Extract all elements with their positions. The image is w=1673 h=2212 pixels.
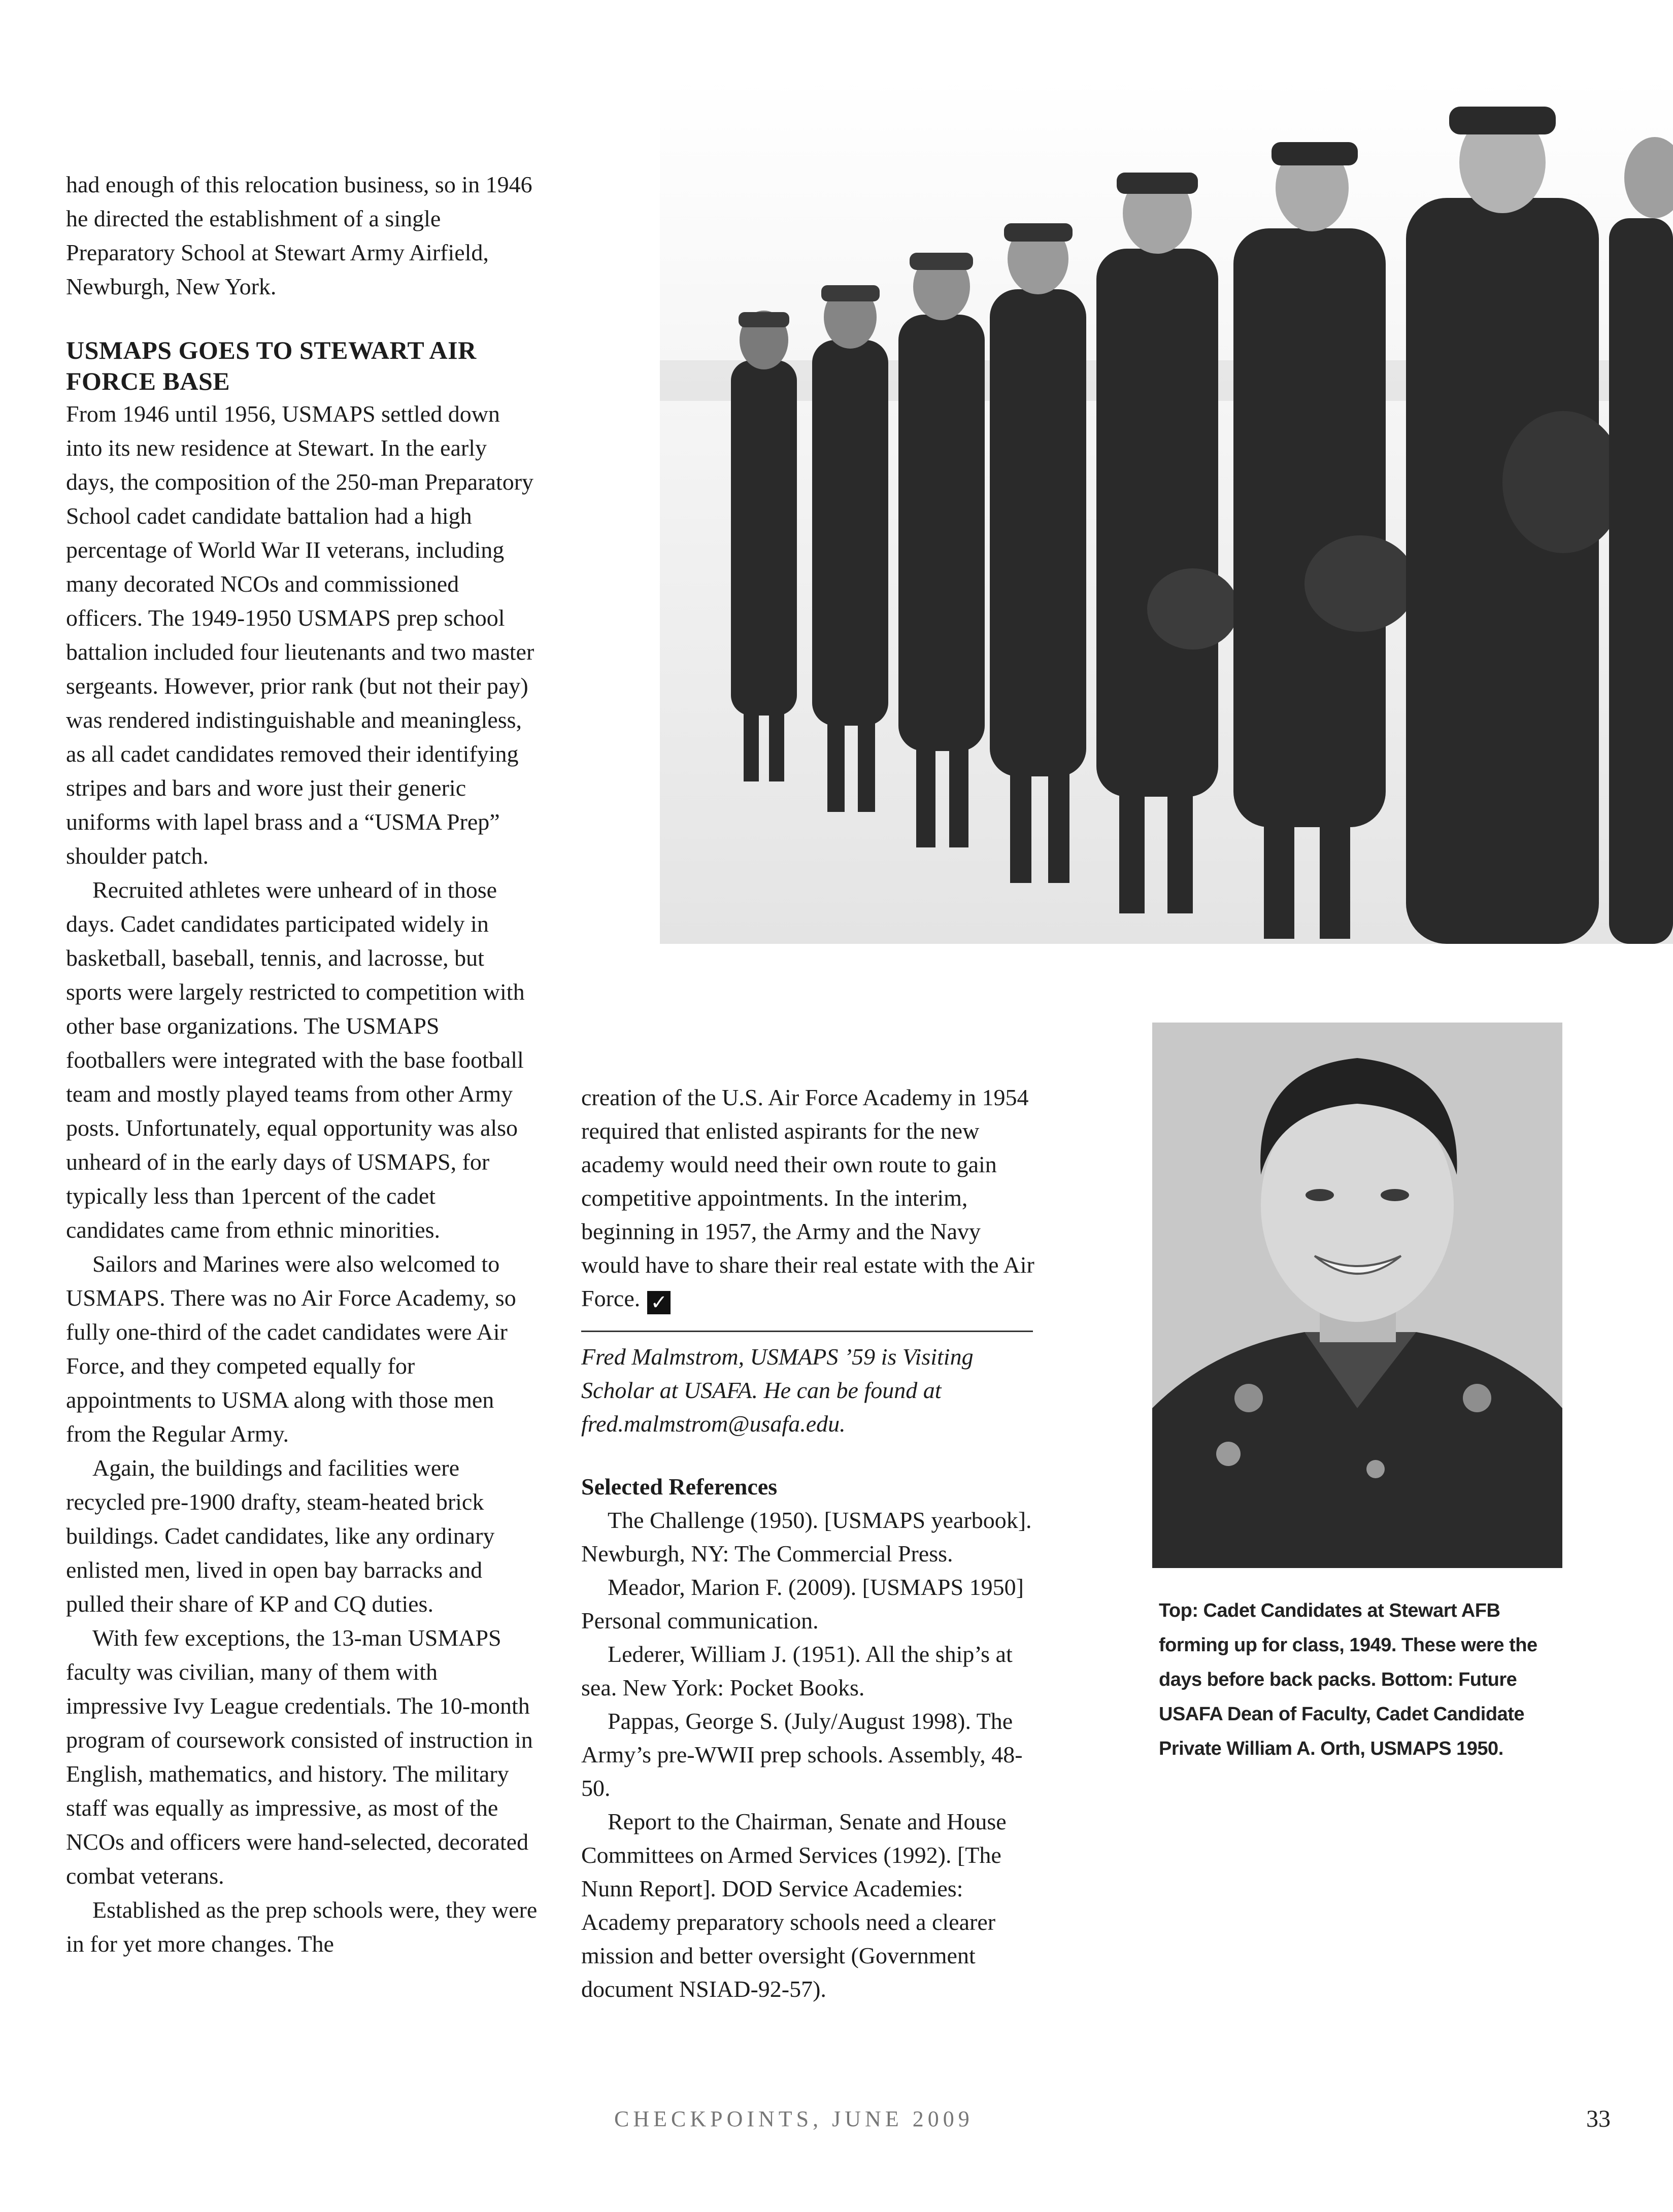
body-paragraph: Established as the prep schools were, they were in for yet more changes. The (66, 1897, 538, 1957)
intro-paragraph: had enough of this relocation business, so in 1946 he directed the establishment of a single Preparatory School at Stewart Army Airfield, Newburgh, New York. (66, 172, 532, 299)
portrait-photo (1152, 1023, 1562, 1568)
body-paragraph: Recruited athletes were unheard of in those days. Cadet candidates participated widely in basketball, baseball, tennis, and lacrosse, but sports were largely restricted to competition with other base organizations. The USMAPS footballers were integrated with the base football team and mostly played teams from other Army posts. Unfortunately, equal opportunity was also unheard of in the early days of USMAPS, for typically less than 1percent of the cadet candidates came from ethnic minorities. (66, 877, 525, 1243)
left-column (66, 167, 538, 1961)
body-paragraph: Again, the buildings and facilities were recycled pre-1900 drafty, steam-heated brick buildings. Cadet candidates, like any ordinary enlisted men, lived in open bay barracks and pulled their share of KP and CQ duties. (66, 1455, 495, 1617)
section-heading: USMAPS GOES TO STEWART AIR FORCE BASE (66, 336, 477, 395)
body-paragraph: creation of the U.S. Air Force Academy in 1954 required that enlisted aspirants for the new academy would need their own route to gain competitive appointments. In the interim, beginning in 1957, the Army and the Navy would have to share their real estate with the Air Force. ✓ (581, 1084, 1034, 1314)
body-paragraph: From 1946 until 1956, USMAPS settled down into its new residence at Stewart. In the early days, the composition of the 250-man Preparatory School cadet candidate battalion had a high percentage of World War II veterans, including many decorated NCOs and commissioned officers. The 1949-1950 USMAPS prep school battalion included four lieutenants and two master sergeants. However, prior rank (but not their pay) was rendered indistinguishable and meaningless, as all cadet candidates removed their identifying stripes and bars and wore just their generic uniforms with lapel brass and a “USMA Prep” shoulder patch. (66, 401, 534, 869)
body-paragraph: With few exceptions, the 13-man USMAPS faculty was civilian, many of them with impressive Ivy League credentials. The 10-month program of coursework consisted of instruction in English, mathematics, and history. The military staff was equally as impressive, as most of the NCOs and officers were hand-selected, decorated combat veterans. (66, 1625, 533, 1889)
body-paragraph: Sailors and Marines were also welcomed to USMAPS. There was no Air Force Academy, so fully one-third of the cadet candidates were Air Force, and they competed equally for appointments to USMA along with those men from the Regular Army. (66, 1251, 516, 1447)
reference-item: Meador, Marion F. (2009). [USMAPS 1950] Personal communication. (581, 1574, 1024, 1634)
cadets-photo (660, 76, 1673, 944)
reference-item: Report to the Chairman, Senate and House Committees on Armed Services (1992). [The Nunn Report]. DOD Service Academies: Academy preparatory schools need a clearer mission and better oversight (Government document NSIAD-92-57). (581, 1809, 1007, 2002)
reference-item: Pappas, George S. (July/August 1998). The Army’s pre-WWII prep schools. Assembly, 48-50. (581, 1708, 1023, 1801)
end-mark-icon: ✓ (647, 1291, 671, 1314)
page-number: 33 (1586, 2105, 1611, 2132)
reference-item: Lederer, William J. (1951). All the ship’s at sea. New York: Pocket Books. (581, 1641, 1013, 1700)
photo-caption: Top: Cadet Candidates at Stewart AFB forming up for class, 1949. These were the days before back packs. Bottom: Future USAFA Dean of Faculty, Cadet Candidate Private William A. Orth, USMAPS 1950. (1159, 1600, 1537, 1759)
divider (581, 1331, 1033, 1332)
middle-column (581, 1081, 1038, 2006)
author-bio: Fred Malmstrom, USMAPS ’59 is Visiting Scholar at USAFA. He can be found at fred.malmstrom@usafa.edu. (581, 1344, 974, 1437)
publication-footer: CHECKPOINTS, JUNE 2009 (614, 2106, 974, 2131)
references-heading: Selected References (581, 1474, 778, 1500)
reference-item: The Challenge (1950). [USMAPS yearbook]. Newburgh, NY: The Commercial Press. (581, 1507, 1032, 1567)
